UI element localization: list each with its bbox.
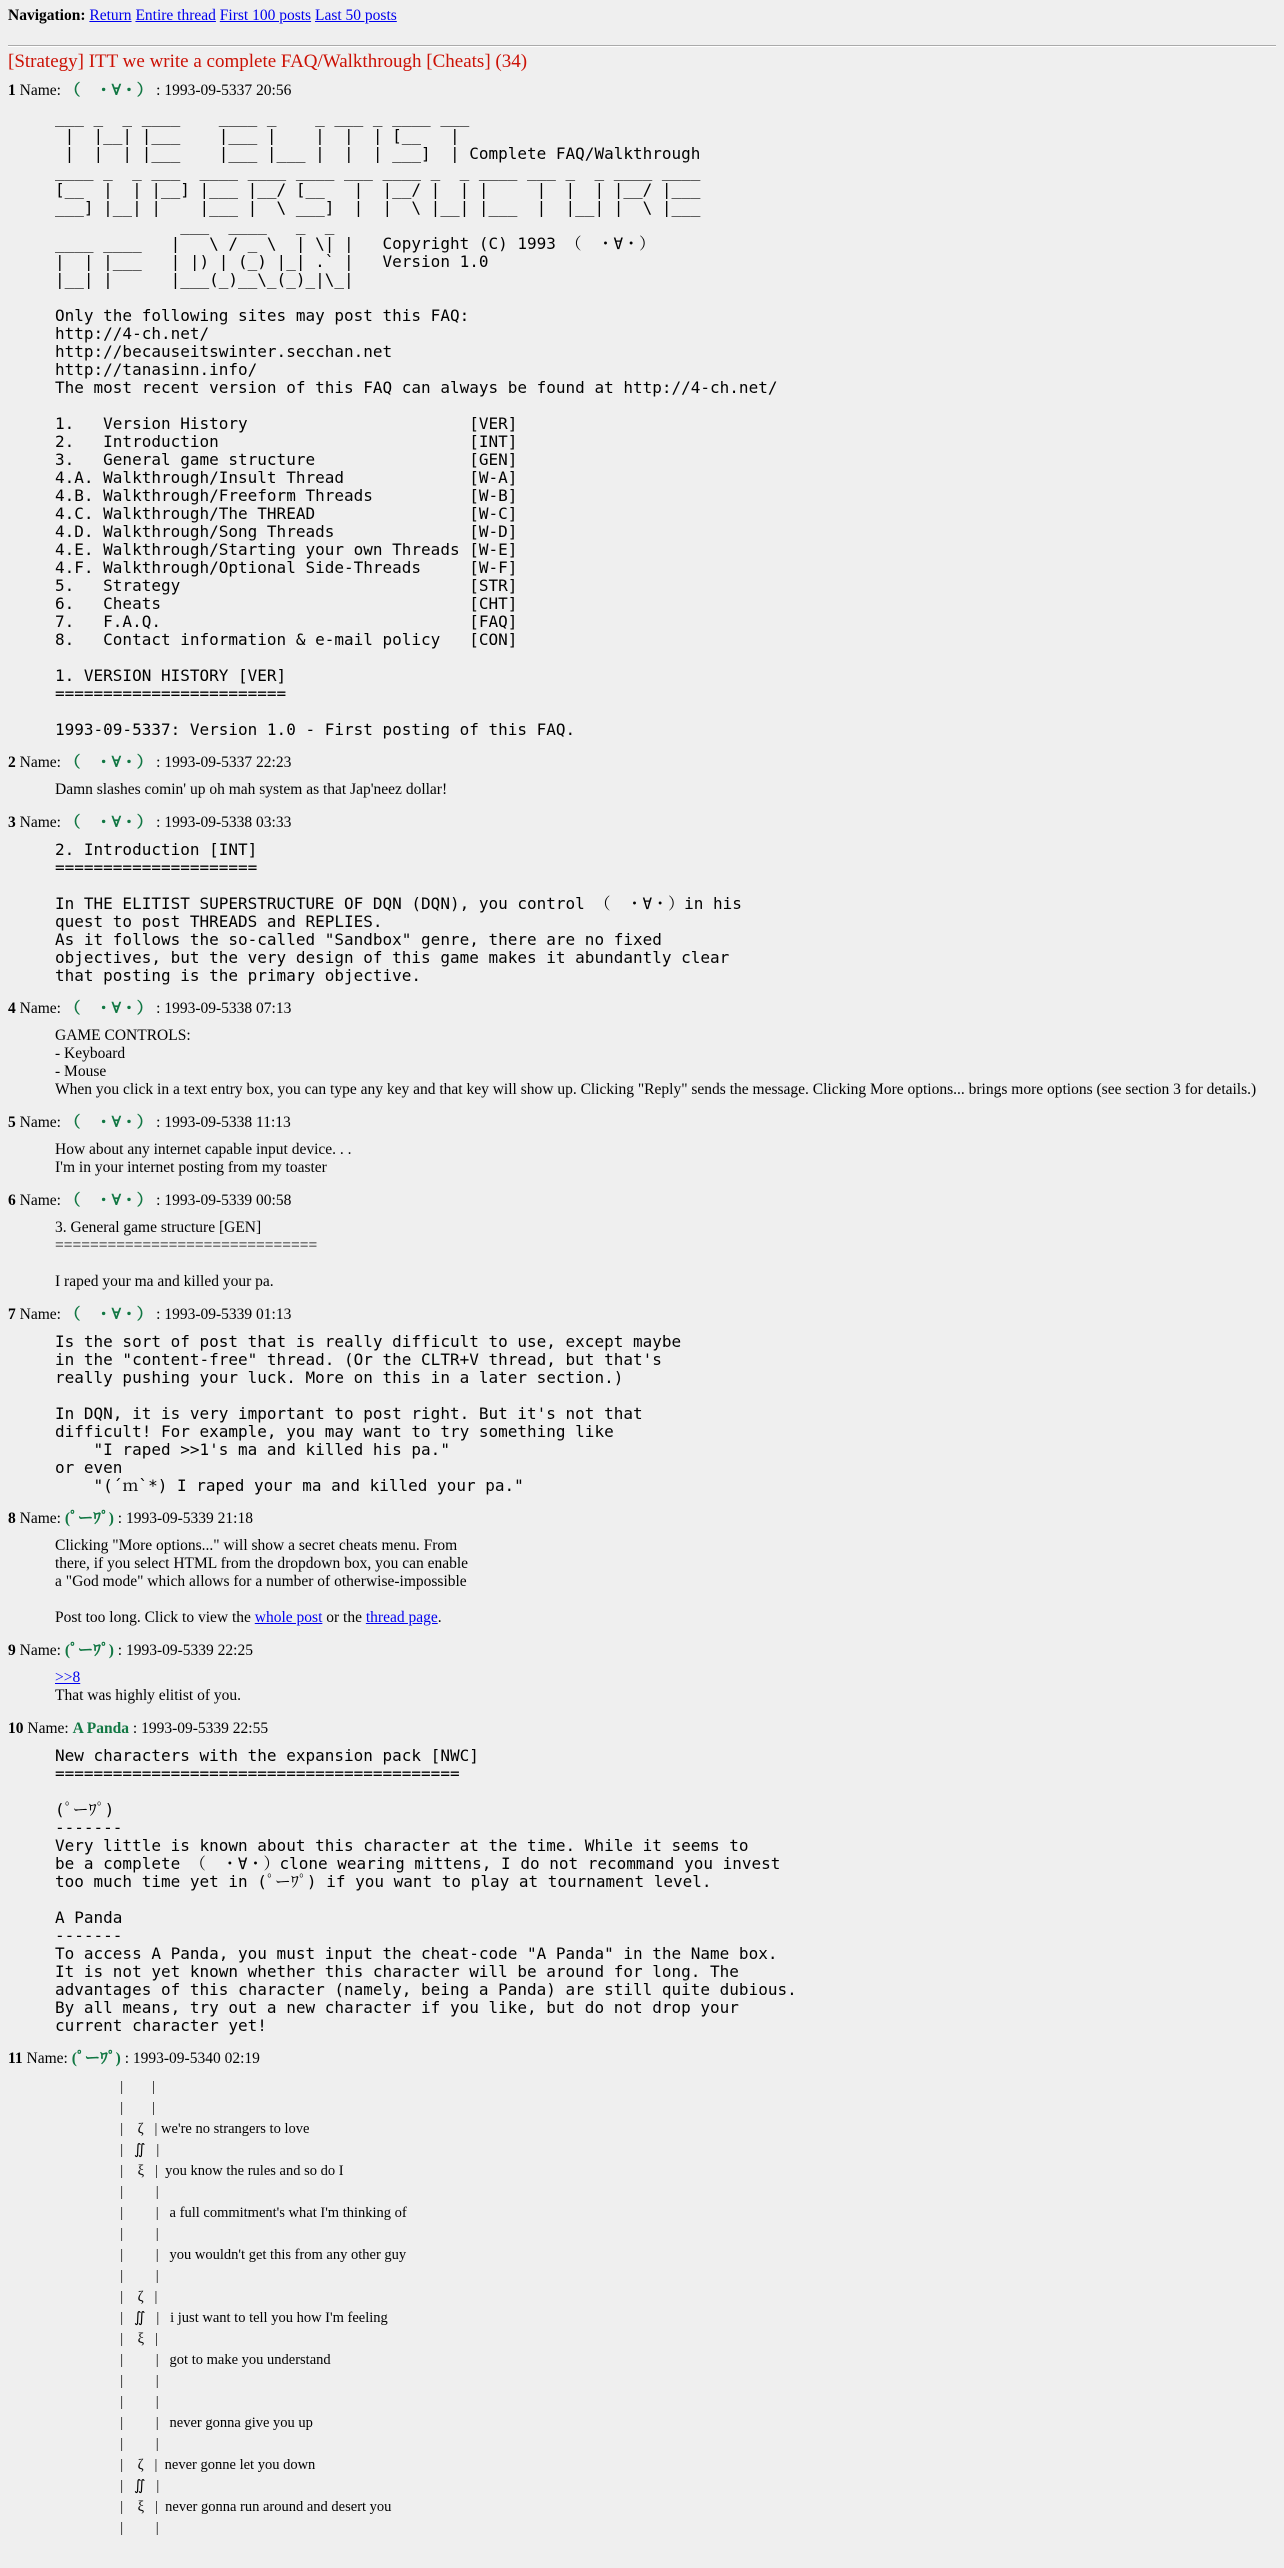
post <box>8 753 1276 799</box>
post-number: 7 <box>8 1306 16 1323</box>
post-date: : 1993-09-5339 22:25 <box>117 1642 253 1659</box>
post-header <box>8 81 1276 101</box>
post-line: ------- <box>55 1926 123 1945</box>
poster-name: A Panda <box>72 1720 130 1737</box>
name-label: Name: <box>27 1720 69 1737</box>
post-line: difficult! For example, you may want to try something like <box>55 1422 614 1441</box>
post-line: | | got to make you understand <box>55 2352 331 2368</box>
post-line: I raped your ma and killed your pa. <box>55 1273 274 1290</box>
post-line: I'm in your internet posting from my toaster <box>55 1159 327 1176</box>
post-line: | |__| |___ |___ | | | | [__ | <box>55 126 460 145</box>
post-line: - Keyboard <box>55 1045 126 1062</box>
post-line: | | <box>55 2394 159 2410</box>
post-line: ========================================== <box>55 1764 460 1783</box>
post-line: "(´ｍ`*) I raped your ma and killed your pa." <box>55 1476 524 1495</box>
name-label: Name: <box>26 2050 68 2067</box>
post-line: current character yet! <box>55 2016 267 2035</box>
post-header <box>8 1509 1276 1529</box>
post <box>8 1509 1276 1627</box>
post-line: 7. F.A.Q. [FAQ] <box>55 612 518 631</box>
post <box>8 81 1276 739</box>
post-line: In DQN, it is very important to post right. But it's not that <box>55 1404 643 1423</box>
post-date: : 1993-09-5338 11:13 <box>156 1114 291 1131</box>
post-line: In THE ELITIST SUPERSTRUCTURE OF DQN (DQN), you control （ ・∀・）in his <box>55 894 742 913</box>
poster-name: （ ・∀・） <box>64 1114 153 1131</box>
post-body <box>55 1027 1276 1099</box>
post-line: | | a full commitment's what I'm thinking of <box>55 2205 407 2221</box>
post-text <box>55 841 1276 985</box>
post-date: : 1993-09-5339 21:18 <box>117 1510 253 1527</box>
post-line: | ξ | <box>55 2331 158 2347</box>
post-line: Clicking "More options..." will show a secret cheats menu. From <box>55 1537 458 1554</box>
post-line: 2. Introduction [INT] <box>55 840 258 859</box>
post-header <box>8 1641 1276 1661</box>
post <box>8 999 1276 1099</box>
post-text <box>55 1333 1276 1495</box>
post-header <box>8 999 1276 1019</box>
post-body <box>55 841 1276 985</box>
whole-post-link[interactable]: whole post <box>254 1609 323 1626</box>
post-number: 3 <box>8 814 16 831</box>
post-number: 4 <box>8 1000 16 1017</box>
post-line: | | <box>55 2100 156 2116</box>
post-text: Damn slashes comin' up oh mah system as that Jap'neez dollar! <box>55 781 448 798</box>
post-line: How about any internet capable input device. . . <box>55 1141 352 1158</box>
post-date: : 1993-09-5338 07:13 <box>156 1000 292 1017</box>
notice-text: . <box>437 1609 442 1626</box>
post-line: | ζ | never gonne let you down <box>55 2457 316 2473</box>
poster-name: （ ・∀・） <box>64 1000 153 1017</box>
post-line: be a complete （ ・∀・）clone wearing mittens, I do not recommand you invest <box>55 1854 781 1873</box>
post-line: | | you wouldn't get this from any other guy <box>55 2247 407 2263</box>
post-line: 3. General game structure [GEN] <box>55 1219 262 1236</box>
post-line: http://4-ch.net/ <box>55 324 210 343</box>
post-date: : 1993-09-5337 20:56 <box>156 82 292 99</box>
post-line: quest to post THREADS and REPLIES. <box>55 912 383 931</box>
post-line: 2. Introduction [INT] <box>55 432 518 451</box>
reply-link[interactable]: >>8 <box>55 1669 81 1686</box>
post <box>8 2049 1276 2539</box>
poster-name: （ ・∀・） <box>64 814 153 831</box>
post-line: Only the following sites may post this FAQ: <box>55 306 470 325</box>
post-line: The most recent version of this FAQ can always be found at http://4-ch.net/ <box>55 378 778 397</box>
post-line: Very little is known about this character at the time. While it seems to <box>55 1836 749 1855</box>
post-line: 1. VERSION HISTORY [VER] <box>55 666 287 685</box>
post-line: 4.B. Walkthrough/Freeform Threads [W-B] <box>55 486 518 505</box>
post-line: A Panda <box>55 1908 123 1927</box>
post-number: 6 <box>8 1192 16 1209</box>
post-line: or even <box>55 1458 123 1477</box>
post <box>8 1719 1276 2035</box>
post-line: too much time yet in (ﾟーﾜﾟ) if you want to play at tournament level. <box>55 1872 712 1891</box>
post-line: To access A Panda, you must input the cheat-code "A Panda" in the Name box. <box>55 1944 778 1963</box>
name-label: Name: <box>19 82 61 99</box>
poster-name: (ﾟーﾜﾟ) <box>64 1510 114 1527</box>
post-line: | | <box>55 2268 159 2284</box>
post-header <box>8 1191 1276 1211</box>
post-line: GAME CONTROLS: <box>55 1027 191 1044</box>
post <box>8 1191 1276 1291</box>
post-body <box>55 1537 1276 1627</box>
spacer <box>55 1591 1276 1609</box>
name-label: Name: <box>19 1000 61 1017</box>
post-line: | | <box>55 2373 159 2389</box>
name-label: Name: <box>19 754 61 771</box>
post-text <box>55 109 1276 739</box>
thread-title: [Strategy] ITT we write a complete FAQ/Walkthrough [Cheats] (34) <box>8 51 528 72</box>
post-line: that posting is the primary objective. <box>55 966 422 985</box>
post-date: : 1993-09-5339 00:58 <box>156 1192 292 1209</box>
post-line: 1993-09-5337: Version 1.0 - First posting of this FAQ. <box>55 720 576 739</box>
post-line: http://becauseitswinter.secchan.net <box>55 342 393 361</box>
name-label: Name: <box>19 1510 61 1527</box>
post-line: It is not yet known whether this character will be around for long. The <box>55 1962 739 1981</box>
post-line: 8. Contact information & e-mail policy [CON] <box>55 630 518 649</box>
post-number: 2 <box>8 754 16 771</box>
name-label: Name: <box>19 814 61 831</box>
post-line: ===================== <box>55 858 258 877</box>
post-header <box>8 1305 1276 1325</box>
poster-name: (ﾟーﾜﾟ) <box>64 1642 114 1659</box>
post-line: 4.D. Walkthrough/Song Threads [W-D] <box>55 522 518 541</box>
post-line: ============================== <box>55 1237 318 1254</box>
post-line: | | <box>55 2226 159 2242</box>
post-line: ------- <box>55 1818 123 1837</box>
post-line: Is the sort of post that is really difficult to use, except maybe <box>55 1332 682 1351</box>
post-line: ======================== <box>55 684 287 703</box>
poster-name: （ ・∀・） <box>64 1306 153 1323</box>
post-line: | | | |___ |___ |___ | | | ___] | Complete FAQ/Walkthrough <box>55 144 701 163</box>
post-line: | ∬ | i just want to tell you how I'm feeling <box>55 2310 388 2326</box>
name-label: Name: <box>19 1306 61 1323</box>
post-line: | | <box>55 2079 156 2095</box>
post-line: | | <box>55 2436 159 2452</box>
post-line: 1. Version History [VER] <box>55 414 518 433</box>
post-line: [__ | | |__] |___ |__/ [__ | |__/ | | | | | | |__/ |___ <box>55 180 701 199</box>
post-line: | ζ | <box>55 2289 158 2305</box>
post-line: | | |___ | |) | (_) |_| .` | Version 1.0 <box>55 252 489 271</box>
post-line: ___ ____ _ _ <box>55 216 335 235</box>
thread-page-link[interactable]: thread page <box>365 1609 438 1626</box>
post-number: 11 <box>8 2050 23 2067</box>
post-body <box>55 1747 1276 2035</box>
post-date: : 1993-09-5340 02:19 <box>124 2050 260 2067</box>
post-line: there, if you select HTML from the dropdown box, you can enable <box>55 1555 469 1572</box>
post-body <box>55 109 1276 739</box>
post-date: : 1993-09-5339 01:13 <box>156 1306 292 1323</box>
post-header <box>8 813 1276 833</box>
post-date: : 1993-09-5337 22:23 <box>156 754 292 771</box>
post-header <box>8 2049 1276 2069</box>
post-line: | | never gonna give you up <box>55 2415 313 2431</box>
post-line: 4.A. Walkthrough/Insult Thread [W-A] <box>55 468 518 487</box>
post <box>8 1305 1276 1495</box>
spacer <box>55 1255 1276 1273</box>
post-line: ___ _ _ ____ ____ _ _ ___ _ ____ ___ <box>55 108 470 127</box>
nav-link-return[interactable]: Return <box>89 7 132 24</box>
name-label: Name: <box>19 1192 61 1209</box>
post-number: 10 <box>8 1720 24 1737</box>
post-line: As it follows the so-called "Sandbox" genre, there are no fixed <box>55 930 662 949</box>
post-number: 1 <box>8 82 16 99</box>
post-body <box>55 781 1276 799</box>
divider <box>8 45 1276 47</box>
post-line: New characters with the expansion pack [NWC] <box>55 1746 479 1765</box>
post-number: 8 <box>8 1510 16 1527</box>
post-line: | ζ | we're no strangers to love <box>55 2121 310 2137</box>
post-line: |__| | |___(_)__\_(_)_|\_| <box>55 270 354 289</box>
navigation-bar <box>8 7 1276 25</box>
post-line: 4.C. Walkthrough/The THREAD [W-C] <box>55 504 518 523</box>
post-line: a "God mode" which allows for a number of otherwise-impossible <box>55 1573 467 1590</box>
post-line: | | <box>55 2520 159 2536</box>
post-date: : 1993-09-5338 03:33 <box>156 814 292 831</box>
post-header <box>8 753 1276 773</box>
nav-link-entire-thread[interactable]: Entire thread <box>135 7 216 24</box>
poster-name: （ ・∀・） <box>64 754 153 771</box>
post-line: That was highly elitist of you. <box>55 1687 241 1704</box>
post-list <box>8 81 1276 2539</box>
post-line: | ξ | you know the rules and so do I <box>55 2163 344 2179</box>
post-line: ___] |__| | |___ | \ ___] | | \ |__| |___ | |__| | \ |___ <box>55 198 701 217</box>
post-body <box>55 1219 1276 1291</box>
post-body <box>55 1141 1276 1177</box>
post-line: 4.F. Walkthrough/Optional Side-Threads [W-F] <box>55 558 518 577</box>
post-line: ____ ____ | \ / _ \ | \| | Copyright (C) 1993 （ ・∀・） <box>55 234 656 253</box>
poster-name: （ ・∀・） <box>64 1192 153 1209</box>
post-line: (ﾟーﾜﾟ) <box>55 1800 115 1819</box>
post-number: 9 <box>8 1642 16 1659</box>
post <box>8 1113 1276 1177</box>
post-body <box>55 1333 1276 1495</box>
post-line: | ∬ | <box>55 2142 160 2158</box>
post-line: | ∬ | <box>55 2478 160 2494</box>
name-label: Name: <box>19 1114 61 1131</box>
post-number: 5 <box>8 1114 16 1131</box>
post-line: 6. Cheats [CHT] <box>55 594 518 613</box>
post-line: objectives, but the very design of this game makes it abundantly clear <box>55 948 730 967</box>
post-line: 5. Strategy [STR] <box>55 576 518 595</box>
post-line: 4.E. Walkthrough/Starting your own Threads [W-E] <box>55 540 518 559</box>
post-text <box>55 2077 1276 2539</box>
poster-name: (ﾟーﾜﾟ) <box>71 2050 121 2067</box>
post-line: 3. General game structure [GEN] <box>55 450 518 469</box>
post-line: | | <box>55 2184 159 2200</box>
post-line: in the "content-free" thread. (Or the CLTR+V thread, but that's <box>55 1350 662 1369</box>
poster-name: （ ・∀・） <box>64 82 153 99</box>
post-line: "I raped >>1's ma and killed his pa." <box>55 1440 450 1459</box>
post-line: advantages of this character (namely, being a Panda) are still quite dubious. <box>55 1980 797 1999</box>
post-line: ____ _ _ ___ ____ ____ ____ ___ ____ _ _ ____ ___ _ _ ____ ____ <box>55 162 701 181</box>
post-line: - Mouse <box>55 1063 107 1080</box>
post <box>8 1641 1276 1705</box>
nav-label: Navigation: <box>8 7 86 24</box>
post-line: | ξ | never gonna run around and desert you <box>55 2499 392 2515</box>
post <box>8 813 1276 985</box>
post-date: : 1993-09-5339 22:55 <box>132 1720 269 1737</box>
post-line: By all means, try out a new character if you like, but do not drop your <box>55 1998 739 2017</box>
post-line: http://tanasinn.info/ <box>55 360 258 379</box>
nav-link-first-100[interactable]: First 100 posts <box>219 7 312 24</box>
post-body <box>55 1669 1276 1705</box>
nav-link-last-50[interactable]: Last 50 posts <box>314 7 397 24</box>
post-header <box>8 1719 1276 1739</box>
notice-text: Post too long. Click to view the <box>55 1609 255 1626</box>
name-label: Name: <box>19 1642 61 1659</box>
notice-text: or the <box>322 1609 366 1626</box>
post-too-long-notice <box>55 1609 1276 1627</box>
post-body <box>55 2077 1276 2539</box>
post-line: really pushing your luck. More on this in a later section.) <box>55 1368 624 1387</box>
post-header <box>8 1113 1276 1133</box>
post-line: When you click in a text entry box, you can type any key and that key will show up. Clicking "Reply" sends the message. Clicking More options... brings more options (see section 3 for details.) <box>55 1081 1257 1098</box>
post-text <box>55 1747 1276 2035</box>
